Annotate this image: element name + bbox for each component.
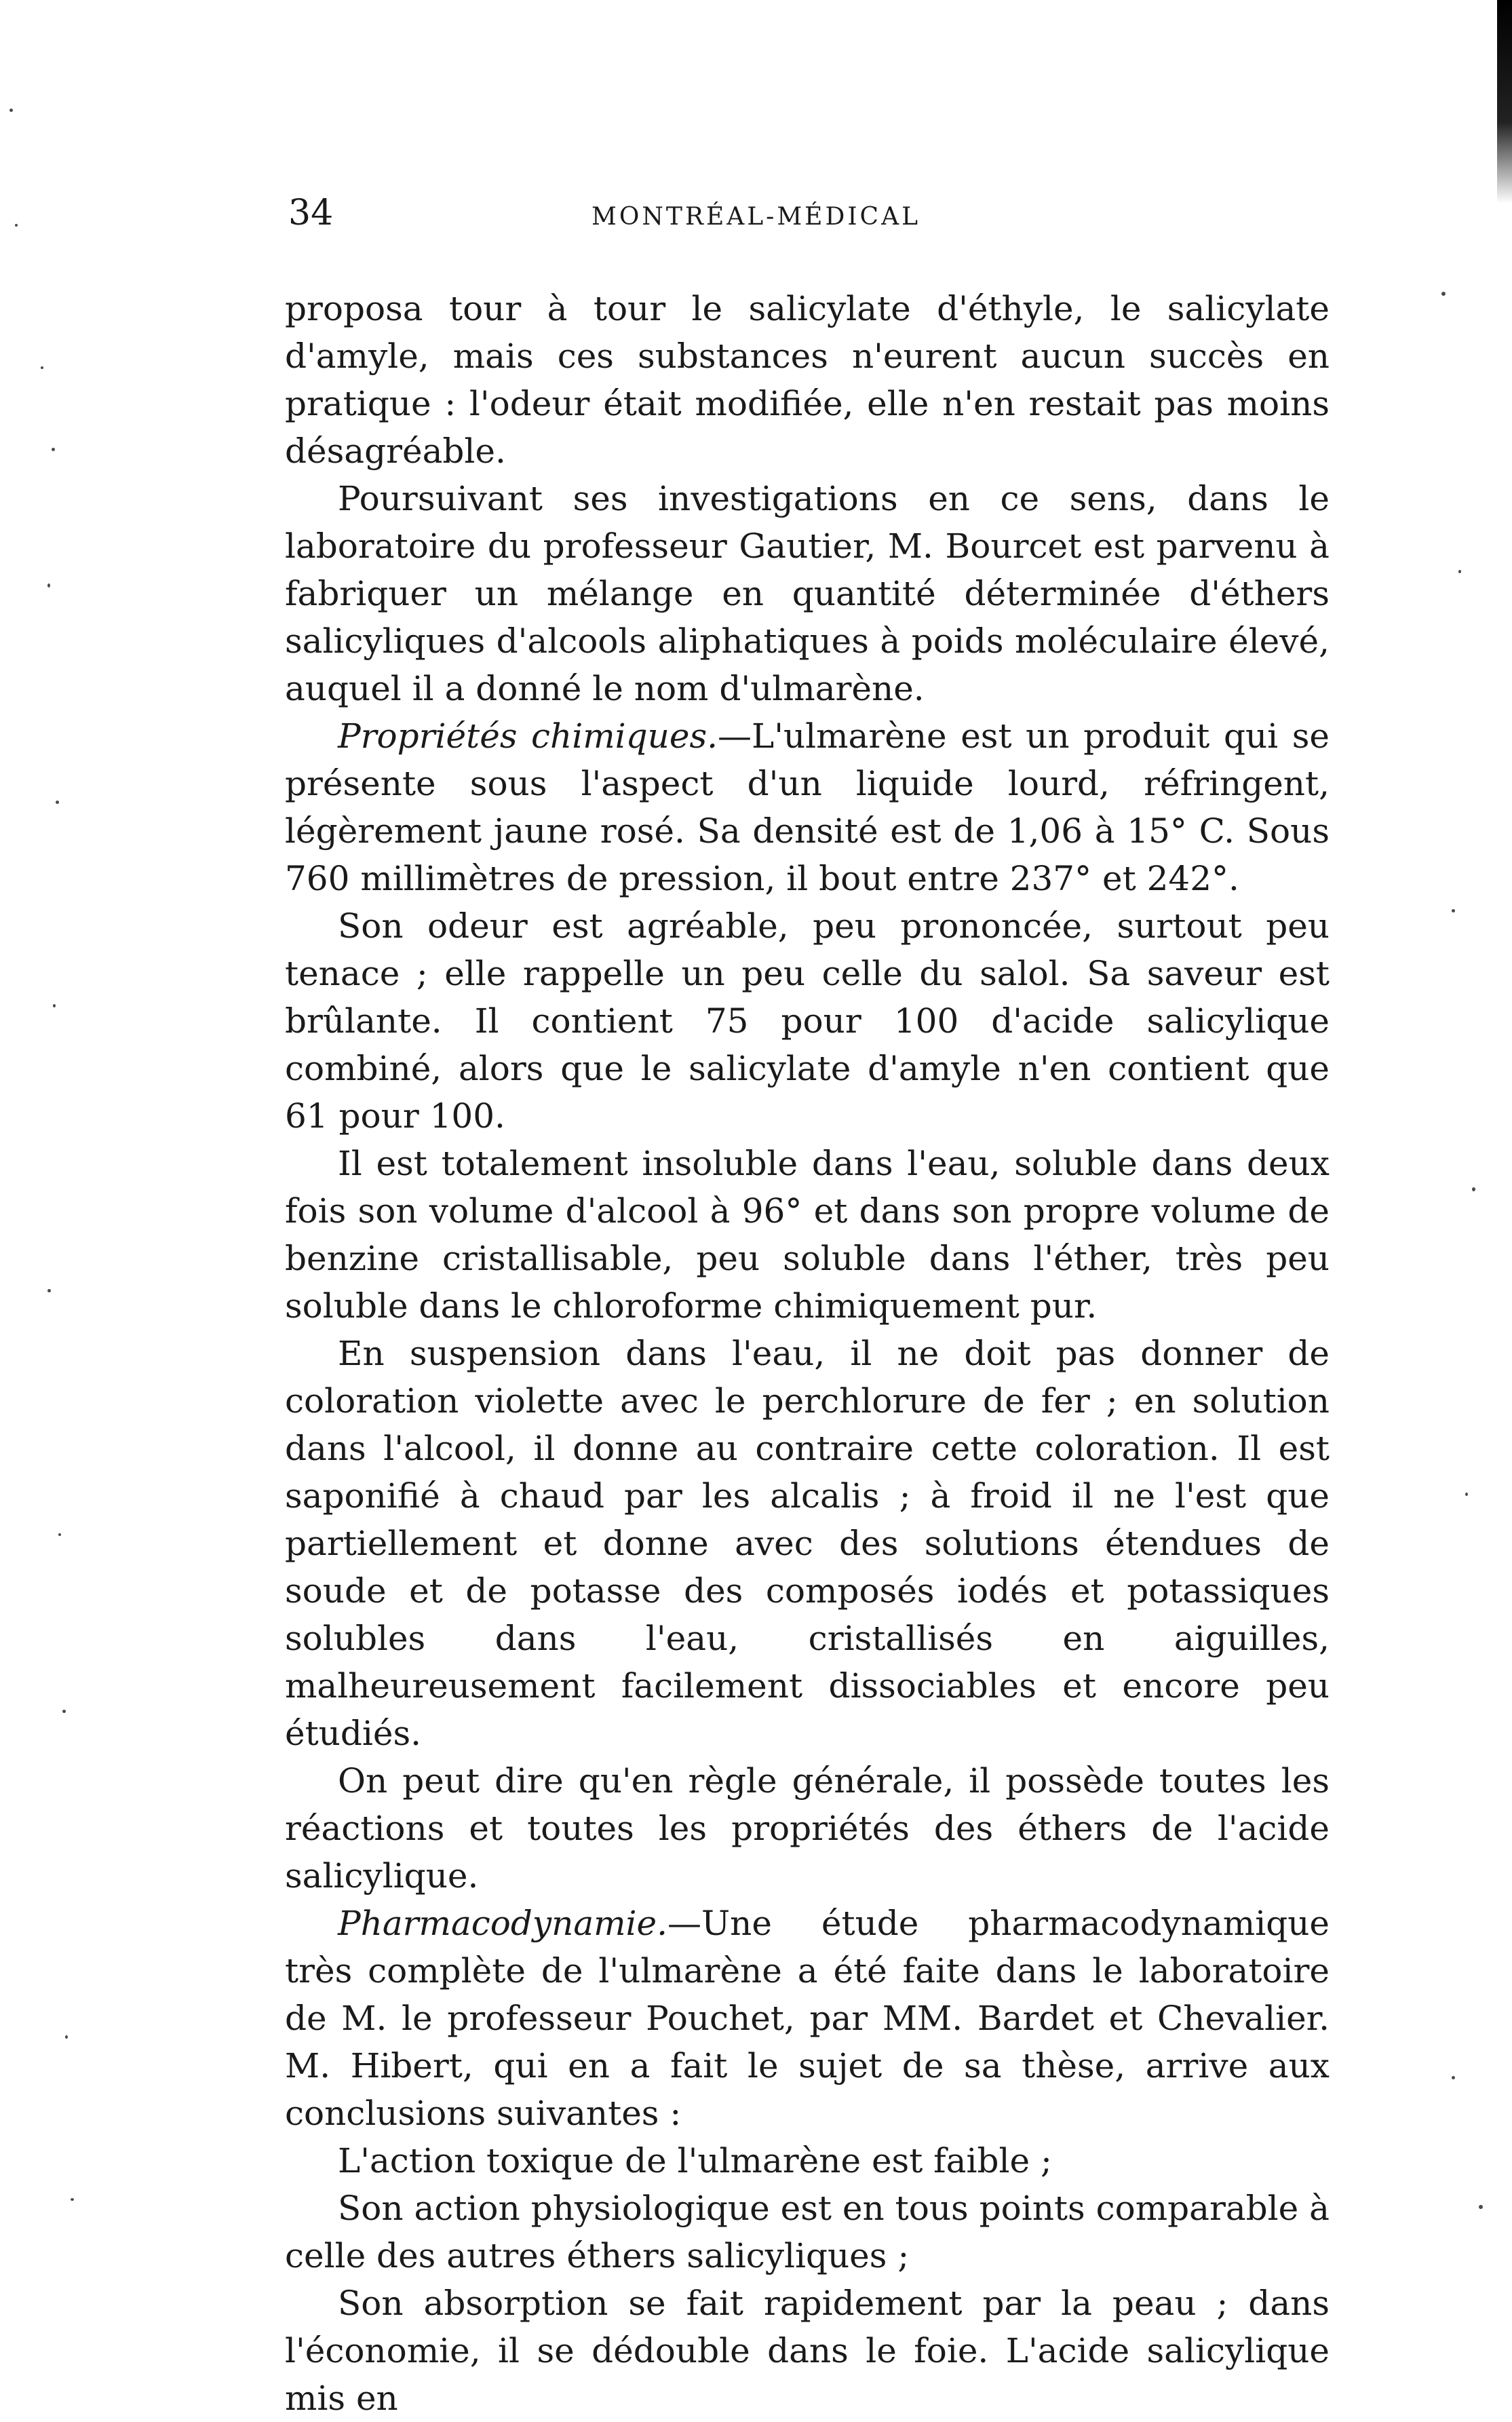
paragraph	[285, 1330, 1330, 1757]
paragraph-text: L'action toxique de l'ulmarène est faible ;	[338, 2141, 1052, 2180]
paragraph	[285, 2137, 1330, 2185]
scan-shadow	[1497, 0, 1512, 204]
scan-speck	[1441, 292, 1446, 296]
paragraph-text: Poursuivant ses investigations en ce sens, dans le laboratoire du professeur Gautier, M. Bourcet est parvenu à fabriquer un mélange en quantité déterminée d'éthers salicyliques d'alcools aliphatiques à poids moléculaire élevé, auquel il a donné le nom d'ulmarène.	[285, 479, 1330, 708]
running-title: MONTRÉAL-MÉDICAL	[591, 203, 920, 231]
scan-speck	[71, 2198, 74, 2201]
page-number: 34	[288, 193, 334, 233]
scan-speck	[41, 366, 43, 369]
paragraph-text: On peut dire qu'en règle générale, il possède toutes les réactions et toutes les propriétés des éthers de l'acide salicylique.	[285, 1761, 1330, 1896]
scan-speck	[1472, 1187, 1475, 1191]
paragraph-lead: Propriétés chimiques.	[338, 716, 718, 756]
paragraph	[285, 1757, 1330, 1900]
scan-speck	[62, 1710, 66, 1713]
paragraph-text: Son absorption se fait rapidement par la peau ; dans l'économie, il se dédouble dans le foie. L'acide salicylique mis en	[285, 2284, 1330, 2418]
scan-speck	[52, 448, 55, 451]
paragraph-text: Son odeur est agréable, peu prononcée, surtout peu tenace ; elle rappelle un peu celle du salol. Sa saveur est brûlante. Il contient 75 pour 100 d'acide salicylique combiné, alors que le salicylate d'amyle n'en contient que 61 pour 100.	[285, 906, 1330, 1136]
scan-speck	[9, 109, 13, 112]
scan-speck	[47, 583, 50, 588]
scan-speck	[1452, 2076, 1455, 2079]
scan-speck	[65, 2035, 68, 2039]
scan-speck	[56, 801, 59, 804]
paragraph	[285, 902, 1330, 1140]
scan-speck	[1465, 1493, 1468, 1496]
paragraph-text: Son action physiologique est en tous points comparable à celle des autres éthers salicyliques ;	[285, 2189, 1330, 2275]
paragraph-text: proposa tour à tour le salicylate d'éthyle, le salicylate d'amyle, mais ces substances n'eurent aucun succès en pratique : l'odeur était modifiée, elle n'en restait pas moins désagréable.	[285, 289, 1330, 471]
paragraph-text: —L'ulmarène est un produit qui se présente sous l'aspect d'un liquide lourd, réfringent, légèrement jaune rosé. Sa densité est de 1,06 à 15° C. Sous 760 millimètres de pression, il bout entre 237° et 242°.	[285, 716, 1330, 898]
scan-speck	[15, 224, 18, 227]
paragraph-text: Il est totalement insoluble dans l'eau, soluble dans deux fois son volume d'alcool à 96° et dans son propre volume de benzine cristallisable, peu soluble dans l'éther, très peu soluble dans le chloroforme chimiquement pur.	[285, 1144, 1330, 1326]
scan-speck	[47, 1289, 51, 1292]
scan-spine-edge	[1485, 0, 1512, 2318]
paragraph	[285, 2185, 1330, 2280]
scan-speck	[58, 1533, 61, 1536]
body-text	[285, 285, 1330, 2422]
paragraph-lead: Pharmacodynamie.	[338, 1904, 668, 1943]
paragraph-text: En suspension dans l'eau, il ne doit pas donner de coloration violette avec le perchlorure de fer ; en solution dans l'alcool, il donne au contraire cette coloration. Il est saponifié à chaud par les alcalis ; à froid il ne l'est que partiellement et donne avec des solutions étendues de soude et de potasse des composés iodés et potassiques solubles dans l'eau, cristallisés en aiguilles, malheureusement facilement dissociables et encore peu étudiés.	[285, 1334, 1330, 1753]
paragraph	[285, 1900, 1330, 2137]
paragraph	[285, 2280, 1330, 2422]
scan-speck	[53, 1004, 56, 1007]
paragraph-text: —Une étude pharmacodynamique très complète de l'ulmarène a été faite dans le laboratoire de M. le professeur Pouchet, par MM. Bardet et Chevalier. M. Hibert, qui en a fait le sujet de sa thèse, arrive aux conclusions suivantes :	[285, 1904, 1330, 2133]
scan-speck	[1479, 2205, 1483, 2209]
scan-speck	[1458, 570, 1461, 573]
scan-speck	[1452, 909, 1455, 912]
paragraph	[285, 1140, 1330, 1330]
paragraph	[285, 285, 1330, 475]
paragraph	[285, 475, 1330, 712]
paragraph	[285, 712, 1330, 902]
